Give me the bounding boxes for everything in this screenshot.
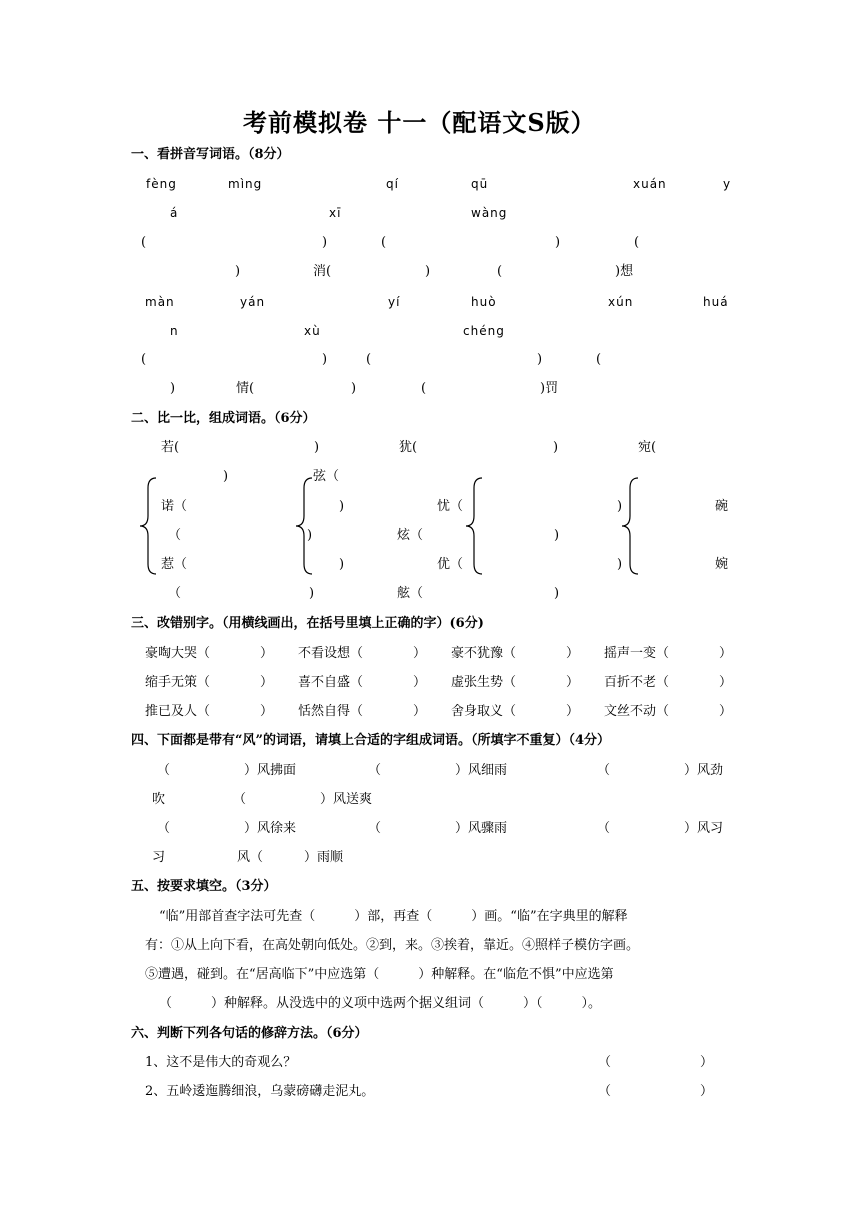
phrase-item: ）风骤雨 (455, 821, 508, 836)
paragraph-line: ⑤遭遇，碰到。在“居高临下”中应选第（ ）种解释。在“临危不惧”中应选第 (145, 967, 614, 982)
char-item: 婉 (715, 557, 729, 572)
section-1-heading: 一、看拼音写词语。（8分） (131, 147, 290, 162)
idiom-item: 缩手无策（ (145, 675, 211, 690)
answer-bracket[interactable]: ) (170, 381, 176, 396)
phrase-item: 吹 (152, 792, 166, 807)
answer-bracket[interactable]: ） (566, 646, 580, 661)
char-item: 若( (161, 440, 180, 455)
idiom-item: 恬然自得（ (298, 704, 364, 719)
answer-bracket[interactable]: ) (339, 499, 345, 514)
section-2-heading: 二、比一比，组成词语。（6分） (131, 411, 316, 426)
phrase-item: 习 (152, 850, 166, 865)
char-item: 诺（ (161, 499, 188, 514)
pinyin: mìng (228, 177, 263, 191)
pinyin: qū (471, 177, 489, 191)
char-item: 宛( (638, 440, 657, 455)
phrase-item: ）风徐来 (244, 821, 297, 836)
answer-bracket[interactable]: （ (597, 763, 611, 778)
char-item: 炫（ (397, 528, 424, 543)
phrase-item: ）风细雨 (455, 763, 508, 778)
answer-bracket[interactable]: ) (537, 352, 543, 367)
answer-bracket[interactable]: ) (554, 586, 560, 601)
answer-bracket[interactable]: ） (260, 646, 274, 661)
idiom-item: 舍身取义（ (451, 704, 517, 719)
paragraph-line: “临”用部首查字法可先查（ ）部，再查（ ）画。“临”在字典里的解释 (159, 909, 628, 924)
pinyin: xún (608, 295, 634, 309)
answer-bracket[interactable]: ） (700, 1084, 714, 1099)
answer-bracket[interactable]: （ (157, 763, 171, 778)
pinyin: huò (471, 295, 497, 309)
answer-bracket[interactable]: ) (309, 586, 315, 601)
char-item: 忧（ (437, 499, 464, 514)
pinyin: xī (329, 206, 342, 220)
idiom-item: 推已及人（ (145, 704, 211, 719)
idiom-item: 豪啕大哭（ (145, 646, 211, 661)
answer-bracket[interactable]: 消( (313, 264, 332, 279)
answer-bracket[interactable]: （ (168, 586, 182, 601)
idiom-item: 豪不犹豫（ (451, 646, 517, 661)
answer-bracket[interactable]: ) (314, 440, 320, 455)
char-item: 弦（ (313, 469, 340, 484)
pinyin: huá (703, 295, 729, 309)
answer-bracket[interactable]: ( (381, 235, 387, 250)
char-item: 犹( (399, 440, 418, 455)
answer-bracket[interactable]: ( (497, 264, 503, 279)
answer-bracket[interactable]: ） (719, 704, 733, 719)
pinyin: fèng (146, 177, 177, 191)
answer-bracket[interactable]: ） (700, 1055, 714, 1070)
answer-bracket[interactable]: ) (322, 352, 328, 367)
left-brace-icon (462, 476, 486, 576)
pinyin: yí (388, 295, 401, 309)
answer-bracket[interactable]: ) (339, 557, 345, 572)
idiom-item: 虚张生势（ (451, 675, 517, 690)
question-item: 1、这不是伟大的奇观么？ (145, 1055, 297, 1070)
answer-bracket[interactable]: ( (141, 235, 147, 250)
answer-bracket[interactable]: ) (425, 264, 431, 279)
answer-bracket[interactable]: （ (368, 821, 382, 836)
phrase-item: ）风拂面 (244, 763, 297, 778)
left-brace-icon (136, 476, 160, 576)
answer-bracket[interactable]: （ (598, 1084, 612, 1099)
pinyin: yán (240, 295, 266, 309)
answer-bracket[interactable]: ） (260, 704, 274, 719)
phrase-item: ）雨顺 (304, 850, 344, 865)
phrase-item: ）风劲 (684, 763, 724, 778)
answer-bracket[interactable]: （ (368, 763, 382, 778)
char-item: 碗 (715, 499, 729, 514)
idiom-item: 摇声一变（ (604, 646, 670, 661)
answer-bracket[interactable]: ) (555, 235, 561, 250)
answer-bracket[interactable]: 情( (236, 381, 255, 396)
pinyin: wàng (471, 206, 508, 220)
pinyin: á (170, 206, 179, 220)
section-6-heading: 六、判断下列各句话的修辞方法。（6分） (131, 1026, 368, 1041)
answer-bracket[interactable]: ） (719, 675, 733, 690)
pinyin: xuán (633, 177, 667, 191)
answer-bracket[interactable]: ) (223, 469, 229, 484)
section-4-heading: 四、下面都是带有“风”的词语，请填上合适的字组成词语。（所填字不重复）（4分） (131, 733, 611, 748)
answer-bracket[interactable]: （ (597, 821, 611, 836)
left-brace-icon (292, 476, 316, 576)
phrase-item: ）风习 (684, 821, 724, 836)
answer-bracket[interactable]: ) (553, 440, 559, 455)
answer-bracket[interactable]: ) (351, 381, 357, 396)
answer-bracket[interactable]: ） (413, 704, 427, 719)
pinyin: qí (386, 177, 399, 191)
section-3-heading: 三、改错别字。（用横线画出，在括号里填上正确的字）(6分) (131, 616, 484, 631)
answer-bracket[interactable]: ） (719, 646, 733, 661)
left-brace-icon (618, 476, 642, 576)
answer-bracket[interactable]: ） (260, 675, 274, 690)
char-item: 优（ (437, 557, 464, 572)
answer-bracket[interactable]: （ (168, 528, 182, 543)
phrase-item: ）风送爽 (320, 792, 373, 807)
answer-bracket[interactable]: ) (617, 499, 623, 514)
pinyin: xù (304, 324, 321, 338)
answer-bracket[interactable]: ) (322, 235, 328, 250)
answer-bracket[interactable]: ( (634, 235, 640, 250)
pinyin: màn (145, 295, 175, 309)
answer-bracket[interactable]: ） (413, 675, 427, 690)
answer-bracket[interactable]: ( (141, 352, 147, 367)
answer-bracket[interactable]: ) (307, 528, 313, 543)
question-item: 2、五岭逶迤腾细浪，乌蒙磅礴走泥丸。 (145, 1084, 375, 1099)
answer-bracket[interactable]: ( (366, 352, 372, 367)
paragraph-line: （ ）种解释。从没选中的义项中选两个据义组词（ ）（ ）。 (159, 996, 602, 1011)
answer-bracket[interactable]: ( (421, 381, 427, 396)
answer-bracket[interactable]: ( (596, 352, 602, 367)
idiom-item: 喜不自盛（ (298, 675, 364, 690)
answer-bracket[interactable]: ） (566, 704, 580, 719)
answer-bracket[interactable]: ) (617, 557, 623, 572)
char-item: 舷（ (397, 586, 424, 601)
answer-bracket[interactable]: )罚 (540, 381, 559, 396)
answer-bracket[interactable]: ） (413, 646, 427, 661)
idiom-item: 文丝不动（ (604, 704, 670, 719)
pinyin: chéng (463, 324, 505, 338)
pinyin: y (723, 177, 732, 191)
answer-bracket[interactable]: ) (235, 264, 241, 279)
answer-bracket[interactable]: 风（ (237, 850, 264, 865)
idiom-item: 不看设想（ (298, 646, 364, 661)
answer-bracket[interactable]: （ (157, 821, 171, 836)
section-5-heading: 五、按要求填空。（3分） (131, 879, 277, 894)
char-item: 惹（ (161, 557, 188, 572)
page-title: 考前模拟卷 十一（配语文S版） (243, 108, 596, 137)
pinyin: n (170, 324, 179, 338)
answer-bracket[interactable]: （ (233, 792, 247, 807)
answer-bracket[interactable]: )想 (615, 264, 634, 279)
idiom-item: 百折不老（ (604, 675, 670, 690)
answer-bracket[interactable]: ) (554, 528, 560, 543)
answer-bracket[interactable]: ） (566, 675, 580, 690)
paragraph-line: 有：①从上向下看，在高处朝向低处。②到，来。③挨着，靠近。④照样子模仿字画。 (145, 938, 640, 953)
answer-bracket[interactable]: （ (598, 1055, 612, 1070)
